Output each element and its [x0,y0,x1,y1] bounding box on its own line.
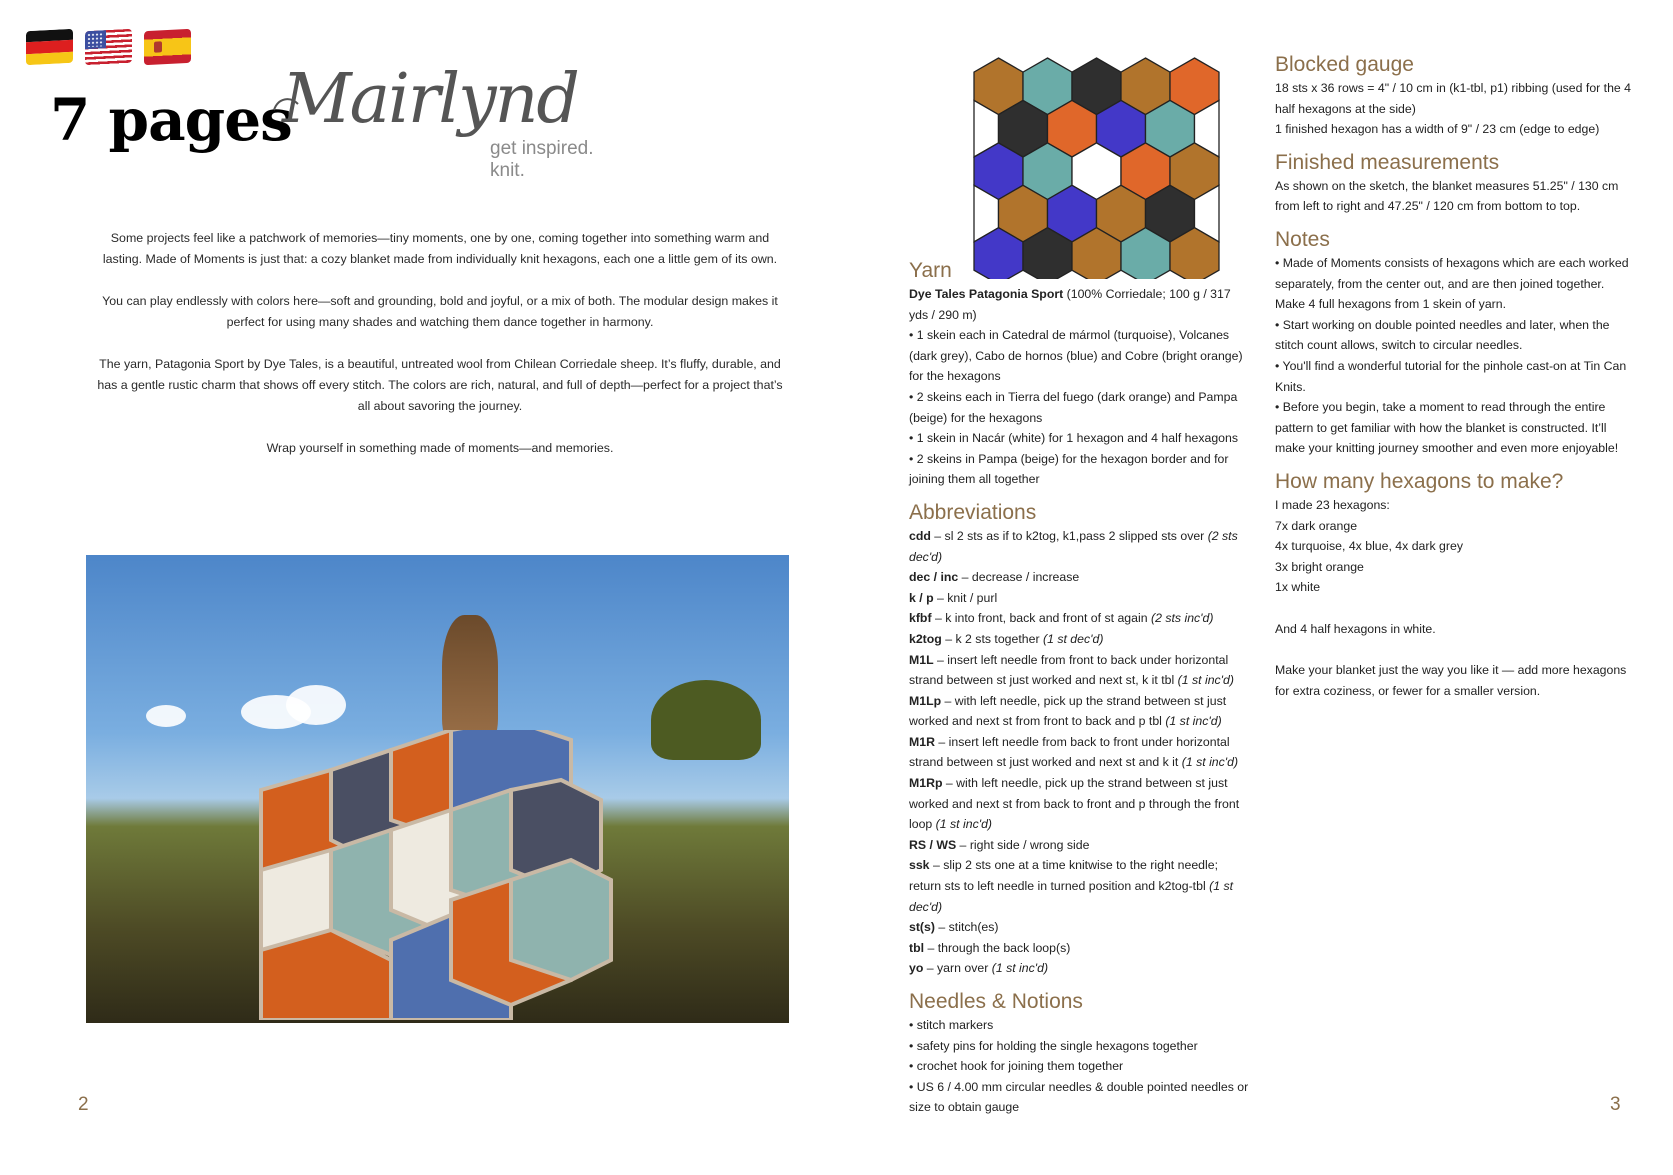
page-count-label: 7 pages [50,86,292,154]
abbreviation-item [909,773,1249,835]
yarn-item: • 1 skein each in Catedral de mármol (turquoise), Volcanes (dark grey), Cabo de hornos (blue) and Cobre (bright orange) for the hexagons [909,328,1243,384]
notes-item: • Start working on double pointed needles and later, when the stitch count allows, switch to circular needles. [1275,317,1610,353]
yarn-section [909,258,1249,490]
abbreviation-note: (2 sts dec'd) [909,528,1238,564]
abbreviation-note: (1 st inc'd) [1177,673,1234,688]
page-number-right: 3 [1610,1094,1621,1115]
abbreviation-item [909,526,1249,567]
abbreviation-term: ssk [909,858,930,873]
abbreviation-term: st(s) [909,920,935,935]
abbreviation-description: – sl 2 sts as if to k2tog, k1,pass 2 slipped sts over [930,528,1208,543]
usa-flag-icon[interactable] [85,29,132,65]
hexagon-count-heading: How many hexagons to make? [1275,469,1564,493]
measurements-heading: Finished measurements [1275,150,1500,174]
needles-item: • safety pins for holding the single hexagons together [909,1038,1198,1053]
abbreviation-description: – k 2 sts together [941,631,1043,646]
abbreviation-description: – through the back loop(s) [924,940,1071,955]
abbreviation-note: (1 st dec'd) [1042,631,1104,646]
brand-logo [272,60,632,181]
abbreviation-description: – with left needle, pick up the strand between st just worked and next st from front to back and p tbl [909,693,1227,729]
abbreviation-term: k2tog [909,631,942,646]
abbreviation-item [909,629,1249,650]
hexagon-count-line: 4x turquoise, 4x blue, 4x dark grey [1275,539,1463,554]
abbreviation-item [909,567,1249,588]
person-hair [442,615,498,745]
abbreviation-description: – slip 2 sts one at a time knitwise to the right needle; return sts to left needle in turned position and k2tog-tbl [909,858,1218,894]
blanket-photo [86,555,789,1023]
abbreviation-term: cdd [909,528,931,543]
abbreviation-term: M1L [909,652,934,667]
logo-script: Mairlynd [282,60,578,139]
abbreviation-description: – insert left needle from back to front under horizontal strand between st just worked and next st and k it [909,734,1230,770]
blanket-illustration [241,730,621,1020]
intro-paragraph: You can play endlessly with colors here—soft and grounding, bold and joyful, or a mix of both. The modular design makes it perfect for using many shades and watching them dance together in harmony. [102,294,778,329]
needles-item: • stitch markers [909,1018,994,1032]
abbreviation-description: – with left needle, pick up the strand between st just worked and next st from back to front and p through the front loop [909,776,1240,832]
abbreviation-note: (2 sts inc'd) [1150,611,1214,626]
notes-section [1275,227,1635,459]
abbreviations-list [909,526,1249,979]
logo-tagline: get inspired. knit. [490,138,594,181]
abbreviation-description: – yarn over [923,961,992,976]
gauge-heading: Blocked gauge [1275,53,1414,76]
abbreviations-section [909,500,1249,979]
abbreviation-item [909,958,1249,979]
abbreviations-heading: Abbreviations [909,500,1037,524]
abbreviation-term: tbl [909,940,925,955]
abbreviation-note: (1 st inc'd) [991,961,1049,976]
abbreviation-note: (1 st inc'd) [1181,755,1239,770]
yarn-product-name: Dye Tales Patagonia Sport [909,287,1064,301]
germany-flag-icon[interactable] [26,29,73,65]
abbreviation-term: yo [909,961,924,976]
abbreviation-description: – insert left needle from front to back under horizontal strand between st just worked and next st, k it tbl [909,652,1229,688]
abbreviation-note: (1 st inc'd) [935,817,993,832]
needles-item: • US 6 / 4.00 mm circular needles & double pointed needles or size to obtain gauge [909,1079,1249,1115]
notes-item: • You'll find a wonderful tutorial for the pinhole cast-on at Tin Can Knits. [1275,358,1627,394]
hexagon-count-section [1275,469,1635,702]
yarn-item: • 1 skein in Nacár (white) for 1 hexagon and 4 half hexagons [909,431,1239,446]
abbreviation-term: M1Lp [909,693,942,708]
yarn-heading: Yarn [909,259,952,282]
notes-item: • Made of Moments consists of hexagons which are each worked separately, from the center out, and are then joined together. Make 4 full hexagons from 1 skein of yarn. [1275,255,1629,312]
abbreviation-description: – k into front, back and front of st again [931,611,1151,626]
yarn-product [909,284,1249,325]
measurements-section [1275,150,1635,217]
right-column [1275,52,1635,712]
yarn-product-details: (100% Corriedale; 100 g / 317 yds / 290 m) [909,287,1231,322]
measurements-text: As shown on the sketch, the blanket measures 51.25" / 130 cm from left to right and 47.25" / 120 cm from bottom to top. [1275,178,1619,214]
abbreviation-item [909,835,1249,856]
needles-item: • crochet hook for joining them together [909,1059,1124,1074]
notes-heading: Notes [1275,227,1330,251]
intro-paragraph: Some projects feel like a patchwork of memories—tiny moments, one by one, coming together into something warm and lasting. Made of Moments is just that: a cozy blanket made from individually knit hexagons, each one a little gem of its own. [102,231,778,266]
needles-heading: Needles & Notions [909,990,1083,1013]
intro-paragraph: The yarn, Patagonia Sport by Dye Tales, is a beautiful, untreated wool from Chilean Corriedale sheep. It’s fluffy, durable, and has a gentle rustic charm that shows off every stitch. The colors are rich, natural, and full of depth—perfect for a project that’s all about savoring the journey. [97,357,783,413]
abbreviation-item [909,917,1249,938]
hexagon-layout-diagram [973,57,1223,279]
abbreviation-note: (1 st dec'd) [909,879,1234,914]
gauge-line: 1 finished hexagon has a width of 9" / 23 cm (edge to edge) [1275,122,1600,137]
abbreviation-item [909,938,1249,959]
yarn-item: • 2 skeins each in Tierra del fuego (dark orange) and Pampa (beige) for the hexagons [909,389,1238,425]
spain-flag-icon[interactable] [144,29,191,65]
abbreviation-note: (1 st inc'd) [1165,714,1222,729]
yarn-item: • 2 skeins in Pampa (beige) for the hexagon border and for joining them all together [909,451,1229,487]
abbreviation-term: dec / inc [909,570,959,585]
language-flags [26,30,191,64]
abbreviation-item [909,732,1249,773]
abbreviation-term: kfbf [909,611,932,626]
middle-column [909,258,1249,1128]
abbreviation-description: – knit / purl [933,590,998,605]
gauge-section [1275,52,1635,140]
abbreviation-item [909,588,1249,609]
abbreviation-item [909,650,1249,691]
abbreviation-description: – right side / wrong side [956,837,1090,852]
half-hexagon-note: And 4 half hexagons in white. [1275,621,1436,636]
abbreviation-item [909,855,1249,917]
hexagon-count-line: 3x bright orange [1275,559,1364,574]
abbreviation-term: M1Rp [909,776,943,791]
closing-note: Make your blanket just the way you like it — add more hexagons for extra coziness, or fewer for a smaller version. [1275,663,1627,699]
hexagon-count-line: 1x white [1275,580,1321,595]
page-number-left: 2 [78,1094,89,1115]
abbreviation-description: – stitch(es) [934,920,999,935]
gauge-line: 18 sts x 36 rows = 4" / 10 cm in (k1-tbl, p1) ribbing (used for the 4 half hexagons at the side) [1275,81,1632,116]
abbreviation-description: – decrease / increase [958,570,1080,585]
abbreviation-item [909,691,1249,732]
intro-text [90,228,790,480]
abbreviation-item [909,608,1249,629]
hexagon-count-line: 7x dark orange [1275,518,1358,533]
notes-item: • Before you begin, take a moment to read through the entire pattern to get familiar with how the blanket is constructed. It’ll make your knitting journey smoother and even more enjoyable! [1275,400,1619,456]
intro-paragraph: Wrap yourself in something made of moments—and memories. [266,441,614,455]
abbreviation-term: RS / WS [909,837,957,852]
needles-section [909,989,1249,1118]
hexagon-count-line: I made 23 hexagons: [1275,497,1390,512]
abbreviation-term: M1R [909,734,935,749]
abbreviation-term: k / p [909,590,934,605]
